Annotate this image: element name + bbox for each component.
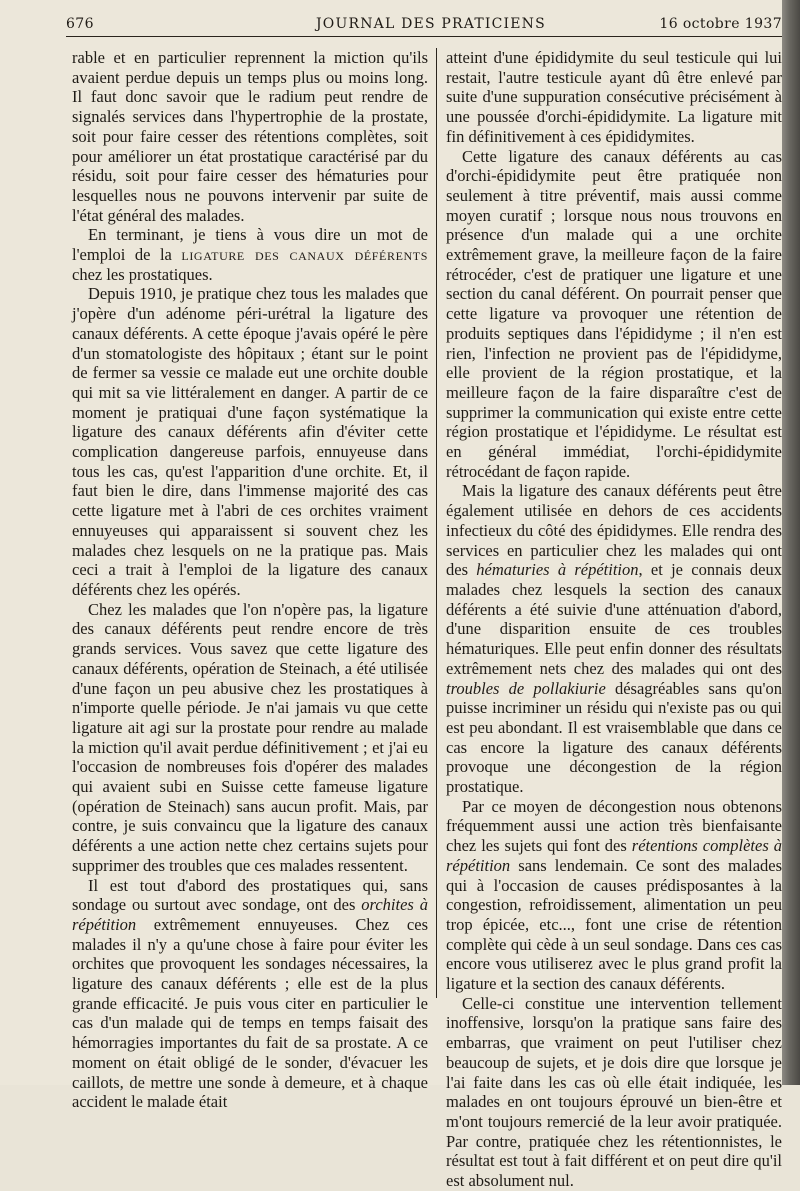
text-run: désagréables sans qu'on puisse incriminer un résidu qui n'existe pas ou qui est peu abondant. Il est vraisemblable que dans ce cas encore la ligature des canaux déférents provoque une décongestion de la région prostatique. [446, 678, 782, 797]
paragraph [446, 797, 782, 994]
page-number: 676 [66, 16, 94, 32]
column-divider [436, 48, 437, 998]
paragraph [72, 225, 428, 284]
text-run: , et je connais deux malades chez lesquels la section des canaux déférents a été suivie d'une atténuation d'abord, d'une disparition ensuite de ces troubles hématuriques. Elle peut enfin donner des résultats extrêmement nets chez des malades qui ont des [446, 560, 782, 678]
running-header [66, 14, 782, 36]
left-column [72, 48, 428, 1112]
text-run: extrêmement ennuyeuses. Chez ces malades il n'y a qu'une chose à faire pour éviter les orchites que provoquent les sondages nécessaires, la ligature des canaux déférents ; elle est de la plus grande efficacité. Je puis vous citer en particulier le cas d'un malade qui de temps en temps faisait des hémorragies importantes du fait de sa prostate. A ce moment on était obligé de le sonder, d'évacuer les caillots, de mettre une sonde à demeure, et à chaque accident le malade était [72, 914, 428, 1112]
journal-title: JOURNAL DES PRATICIENS [316, 16, 546, 32]
italic-term: troubles de pollakiurie [446, 678, 606, 698]
header-rule [66, 36, 782, 37]
italic-term: orchites à répétition [72, 895, 429, 934]
paragraph: Chez les malades que l'on n'opère pas, la ligature des canaux déférents peut rendre encore de très grands services. Vous savez que cette ligature des canaux déférents, opération de Steinach, a été utilisée d'une façon un peu abusive chez les prostatiques à n'importe quelle période. Je n'ai jamais vu que cette ligature ait agi sur la prostate pour rendre au malade la miction qu'il avait perdue définitivement ; et j'ai eu l'occasion de nombreuses fois d'opérer des malades qui avaient subi en Suisse cette fameuse ligature (opération de Steinach) sans aucun profit. Mais, par contre, je suis convaincu que la ligature des canaux déférents a une action nette chez certains sujets pour supprimer des troubles que ces malades ressentent. [72, 599, 428, 875]
page-edge [782, 0, 800, 1085]
paragraph [72, 876, 428, 1112]
paragraph: Cette ligature des canaux déférents au cas d'orchi-épididymite peut être pratiquée non seulement à titre préventif, mais aussi comme moyen curatif ; lorsque nous nous trouvons en présence d'un malade qui a une orchite extrêmement grave, la meilleure façon de la faire rétrocéder, c'est de pratiquer une ligature et une section du canal déférent. On pourrait penser que cette ligature va provoquer une rétention de produits septiques dans l'épididyme ; il n'en est rien, l'infection ne provient pas de l'épididyme, elle provient de la région prostatique, et la meilleure façon de la faire disparaître c'est de supprimer la communication qui existe entre cette région prostatique et l'épididyme. Le résultat est en général immédiat, l'orchi-épididymite rétrocédant de façon rapide. [446, 146, 782, 481]
paragraph: rable et en particulier reprennent la miction qu'ils avaient perdue depuis un temps plus ou moins long. Il faut donc savoir que le radium peut rendre de signalés services dans l'hypertrophie de la prostate, soit pour faire cesser des rétentions complètes, soit pour améliorer un état prostatique caractérisé par du résidu, soit pour faire cesser des hématuries pour lesquelles nous ne pouvons intervenir par suite de l'état général des malades. [72, 48, 428, 225]
issue-date: 16 octobre 1937 [659, 16, 782, 32]
paragraph: atteint d'une épididymite du seul testicule qui lui restait, l'autre testicule ayant dû être enlevé par suite d'une suppuration consécutive précisément à une poussée d'orchi-épididymite. La ligature mit fin définitivement à ces épididymites. [446, 48, 782, 146]
paragraph: Celle-ci constitue une intervention tellement inoffensive, lorsqu'on la pratique sans faire des embarras, que vraiment on peut l'utiliser chez beaucoup de sujets, et je dois dire que lorsque je l'ai faite dans les cas où elle était indiquée, les malades en ont toujours éprouvé un bien-être et m'ont toujours remercié de la leur avoir pratiquée. Par contre, pratiquée chez les rétentionnistes, le résultat est tout à fait différent et on peut dire qu'il est absolument nul. [446, 993, 782, 1191]
text-run: chez les prostatiques. [72, 264, 213, 284]
small-caps-term: ligature des canaux déférents [181, 245, 428, 265]
italic-term: hématuries à répétition [476, 560, 639, 580]
text-run: sans lendemain. Ce sont des malades qui à l'occasion de causes prédisposantes à la congestion, refroidissement, alimentation un peu trop épicée, etc..., font une crise de rétention complète qui cède à un seul sondage. Dans ces cas encore vous utiliserez avec le plus grand profit la ligature et la section des canaux déférents. [446, 855, 782, 994]
text-run: Il est tout d'abord des prostatiques qui, sans sondage ou surtout avec sondage, ont des [72, 875, 428, 915]
right-column [446, 48, 782, 1191]
italic-term: rétentions complètes à répétition [446, 836, 782, 875]
paragraph [446, 481, 782, 796]
text-run: En terminant, je tiens à vous dire un mot de l'emploi de la [72, 225, 428, 265]
text-run: Mais la ligature des canaux déférents peut être également utilisée en dehors de ces accidents infectieux du côté des épididymes. Elle rendra des services en particulier chez les malades qui ont des [446, 481, 782, 580]
paragraph: Depuis 1910, je pratique chez tous les malades que j'opère d'un adénome péri-urétral la ligature des canaux déférents. A cette époque j'avais opéré le père d'un stomatologiste des hôpitaux ; étant sur le point de fermer sa vessie ce malade eut une orchite double qui mit sa vie littéralement en danger. A partir de ce moment je pratiquai d'une façon systématique la ligature des canaux déférents afin d'éviter cette complication dangereuse parfois, ennuyeuse dans tous les cas, qu'est l'apparition d'une orchite. Et, il faut bien le dire, dans l'immense majorité des cas cette ligature met à l'abri de ces orchites vraiment ennuyeuses qui apparaissent si souvent chez les malades chez lesquels on ne la pratique pas. Mais ceci a trait à l'emploi de la ligature des canaux déférents chez les opérés. [72, 284, 428, 599]
text-run: Par ce moyen de décongestion nous obtenons fréquemment aussi une action très bienfaisante chez les sujets qui font des [446, 796, 782, 856]
